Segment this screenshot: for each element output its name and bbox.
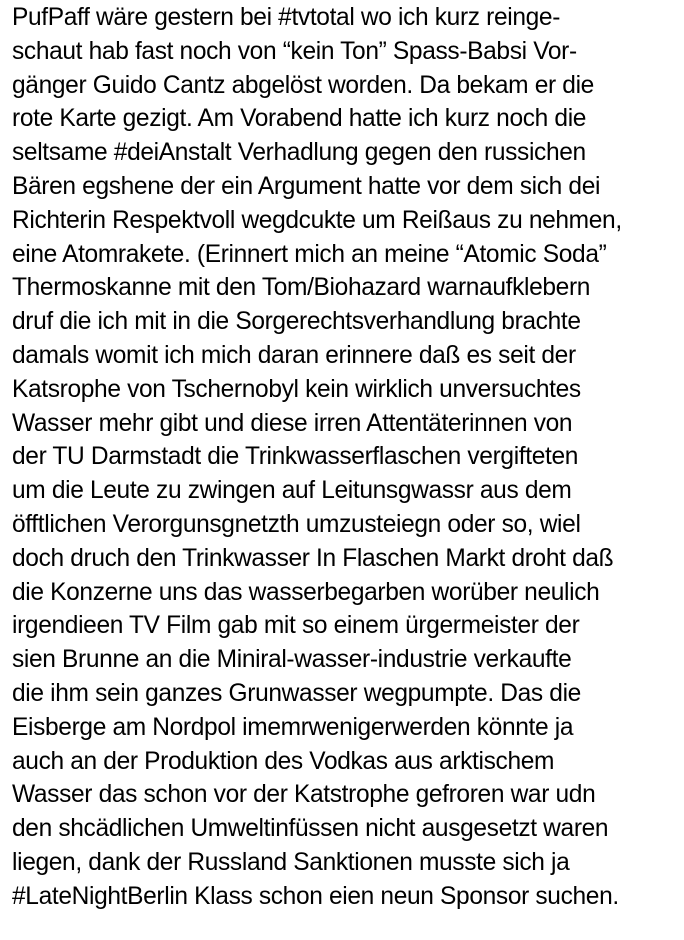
text-line-9 <box>12 271 684 305</box>
text-line-24 <box>12 778 684 812</box>
text-line-content: doch druch den Trinkwasser In Flaschen Markt droht daß <box>12 544 614 572</box>
text-line-content: Wasser das schon vor der Katstrophe gefroren war udn <box>12 781 596 809</box>
text-line-3 <box>12 69 684 103</box>
text-line-content: schaut hab fast noch von “kein Ton” Spass-Babsi Vor- <box>12 37 577 65</box>
text-line-6 <box>12 170 684 204</box>
text-line-content: den shcädlichen Umweltinfüssen nicht ausgesetzt waren <box>12 815 609 843</box>
text-line-7 <box>12 204 684 238</box>
text-line-content: eine Atomrakete. (Erinnert mich an meine “Atomic Soda” <box>12 240 607 268</box>
text-line-2 <box>12 35 684 69</box>
text-line-27 <box>12 880 684 914</box>
text-line-content: öfftlichen Verorgunsgnetzth umzusteiegn oder so, wiel <box>12 510 581 538</box>
text-line-content: liegen, dank der Russland Sanktionen musste sich ja <box>12 848 570 876</box>
text-line-content: die ihm sein ganzes Grunwasser wegpumpte. Das die <box>12 679 581 707</box>
text-line-content: Richterin Respektvoll wegdcukte um Reißaus zu nehmen, <box>12 206 622 234</box>
text-line-10 <box>12 305 684 339</box>
text-line-21 <box>12 677 684 711</box>
text-line-11 <box>12 339 684 373</box>
text-line-1 <box>12 1 684 35</box>
text-line-23 <box>12 745 684 779</box>
text-line-13 <box>12 407 684 441</box>
text-line-content: damals womit ich mich daran erinnere daß es seit der <box>12 341 576 369</box>
text-line-content: um die Leute zu zwingen auf Leitunsgwassr aus dem <box>12 477 572 505</box>
text-line-content: gänger Guido Cantz abgelöst worden. Da bekam er die <box>12 71 594 99</box>
text-line-content: rote Karte gezigt. Am Vorabend hatte ich kurz noch die <box>12 105 587 133</box>
text-line-content: Wasser mehr gibt und diese irren Attentäterinnen von <box>12 409 573 437</box>
text-line-8 <box>12 238 684 272</box>
text-line-4 <box>12 102 684 136</box>
text-line-content: Bären egshene der ein Argument hatte vor dem sich dei <box>12 172 601 200</box>
text-line-5 <box>12 136 684 170</box>
text-line-content: druf die ich mit in die Sorgerechtsverhandlung brachte <box>12 308 581 336</box>
text-line-content: der TU Darmstadt die Trinkwasserflaschen vergifteten <box>12 443 579 471</box>
text-line-content: #LateNightBerlin Klass schon eien neun Sponsor suchen. <box>12 882 619 910</box>
text-line-content: die Konzerne uns das wasserbegarben worüber neulich <box>12 578 600 606</box>
text-line-14 <box>12 440 684 474</box>
text-line-content: PufPaff wäre gestern bei #tvtotal wo ich kurz reinge- <box>12 4 561 31</box>
text-line-content: sien Brunne an die Miniral-wasser-industrie verkaufte <box>12 646 572 674</box>
text-line-content: Thermoskanne mit den Tom/Biohazard warnaufklebern <box>12 274 591 302</box>
text-line-content: Eisberge am Nordpol imemrwenigerwerden könnte ja <box>12 713 574 741</box>
text-line-20 <box>12 643 684 677</box>
text-line-content: irgendieen TV Film gab mit so einem ürgermeister der <box>12 612 580 640</box>
text-line-17 <box>12 542 684 576</box>
text-line-content: seltsame #deiAnstalt Verhadlung gegen den russichen <box>12 139 586 167</box>
text-line-22 <box>12 711 684 745</box>
text-line-content: auch an der Produktion des Vodkas aus arktischem <box>12 747 555 775</box>
text-line-18 <box>12 576 684 610</box>
text-line-12 <box>12 373 684 407</box>
text-line-26 <box>12 846 684 880</box>
text-line-15 <box>12 474 684 508</box>
body-text <box>12 1 684 914</box>
text-line-16 <box>12 508 684 542</box>
text-line-25 <box>12 812 684 846</box>
text-line-19 <box>12 609 684 643</box>
text-line-content: Katsrophe von Tschernobyl kein wirklich unversuchtes <box>12 375 581 403</box>
